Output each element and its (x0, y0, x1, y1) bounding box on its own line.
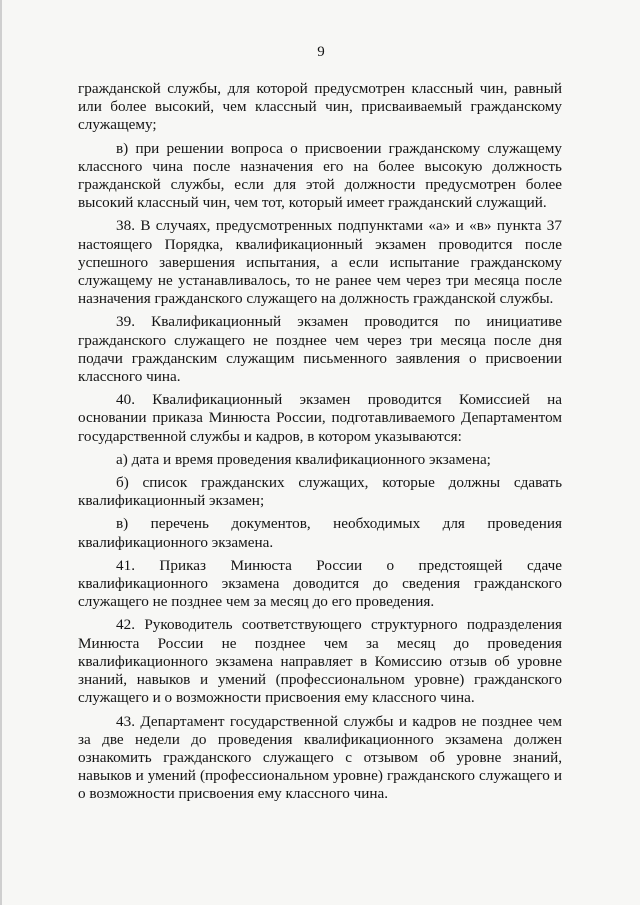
paragraph-40-b: б) список гражданских служащих, которые должны сдавать квалификационный экзамен; (78, 474, 562, 510)
page-number: 9 (317, 44, 325, 60)
paragraph-43: 43. Департамент государственной службы и кадров не позднее чем за две недели до проведения квалификационного экзамена должен ознакомить гражданского служащего с отзывом об уровне знаний, навыков и умений (профессиональном уровне) гражданского служащего и о возможности присвоения ему классного чина. (78, 712, 562, 803)
paragraph-continuation: гражданской службы, для которой предусмотрен классный чин, равный или более высокий, чем классный чин, присваиваемый гражданскому служащему; (78, 80, 562, 134)
paragraph-40: 40. Квалификационный экзамен проводится Комиссией на основании приказа Минюста России, подготавливаемого Департаментом государственной службы и кадров, в котором указываются: (78, 391, 562, 445)
paragraph-37-v: в) при решении вопроса о присвоении гражданскому служащему классного чина после назначения его на более высокую должность гражданской службы, если для этой должности предусмотрен более высокий классный чин, чем тот, который имеет гражданский служащий. (78, 139, 562, 212)
paragraph-39: 39. Квалификационный экзамен проводится по инициативе гражданского служащего не позднее чем через три месяца после дня подачи гражданским служащим письменного заявления о присвоении классного чина. (78, 313, 562, 386)
paragraph-41: 41. Приказ Минюста России о предстоящей сдаче квалификационного экзамена доводится до сведения гражданского служащего не позднее чем за месяц до его проведения. (78, 556, 562, 611)
document-body (78, 80, 562, 809)
paragraph-38: 38. В случаях, предусмотренных подпунктами «а» и «в» пункта 37 настоящего Порядка, квалификационный экзамен проводится после успешного завершения испытания, а если испытание гражданскому служащему не устанавливалось, то не ранее чем через три месяца после назначения гражданского служащего на должность гражданской службы. (78, 217, 562, 308)
paragraph-42: 42. Руководитель соответствующего структурного подразделения Минюста России не позднее чем за месяц до проведения квалификационного экзамена направляет в Комиссию отзыв об уровне знаний, навыков и умений (профессиональном уровне) гражданского служащего и о возможности присвоения ему классного чина. (78, 616, 562, 707)
paragraph-40-a: а) дата и время проведения квалификационного экзамена; (116, 450, 491, 468)
paragraph-40-v: в) перечень документов, необходимых для проведения квалификационного экзамена. (78, 515, 562, 551)
